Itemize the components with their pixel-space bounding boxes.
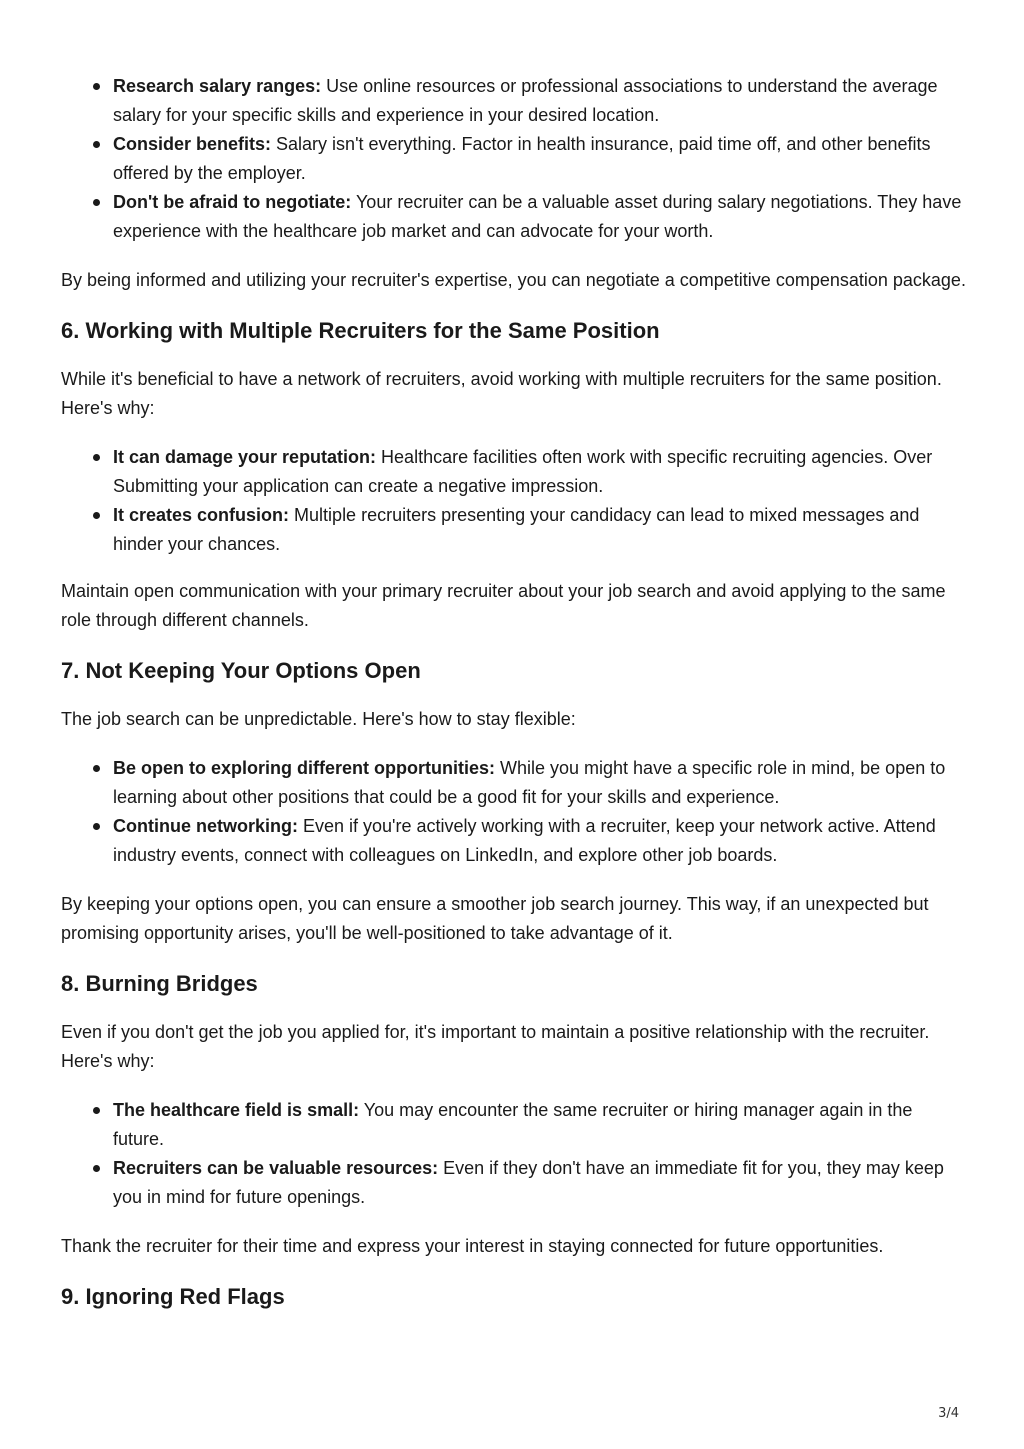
list-item-text: Even if they don't have an immediate fit for you, they may keep you in mind for future openings. [113, 1158, 944, 1207]
list-item-text: Multiple recruiters presenting your candidacy can lead to mixed messages and hinder your chances. [113, 505, 920, 554]
section-7-close: By keeping your options open, you can ensure a smoother job search journey. This way, if an unexpected but promising opportunity arises, you'll be well-positioned to take advantage of it. [61, 894, 929, 943]
list-item [113, 443, 966, 501]
bullet-icon [93, 199, 100, 206]
bullet-icon [93, 765, 100, 772]
paragraph-salary-close: By being informed and utilizing your recruiter's expertise, you can negotiate a competitive compensation package. [61, 270, 966, 290]
section-7-list [61, 754, 966, 870]
bullet-icon [93, 823, 100, 830]
salary-tips-list [61, 72, 966, 246]
list-item-lead: The healthcare field is small: [113, 1100, 360, 1120]
list-item-text: You may encounter the same recruiter or hiring manager again in the future. [113, 1100, 913, 1149]
bullet-icon [93, 83, 100, 90]
bullet-icon [93, 1165, 100, 1172]
list-item [113, 1154, 966, 1212]
section-8-intro: Even if you don't get the job you applied for, it's important to maintain a positive relationship with the recruiter. Here's why: [61, 1022, 930, 1071]
list-item-lead: Research salary ranges: [113, 76, 322, 96]
list-item [113, 812, 966, 870]
section-6-intro: While it's beneficial to have a network of recruiters, avoid working with multiple recruiters for the same position. Here's why: [61, 369, 942, 418]
list-item-text: Healthcare facilities often work with specific recruiting agencies. Over Submitting your application can create a negative impression. [113, 447, 933, 496]
bullet-icon [93, 512, 100, 519]
section-6-heading: 6. Working with Multiple Recruiters for the Same Position [61, 318, 660, 343]
bullet-icon [93, 141, 100, 148]
section-8-list [61, 1096, 966, 1212]
section-6-close: Maintain open communication with your primary recruiter about your job search and avoid applying to the same role through different channels. [61, 581, 946, 630]
list-item-lead: Continue networking: [113, 816, 298, 836]
list-item-lead: Recruiters can be valuable resources: [113, 1158, 439, 1178]
list-item [113, 188, 966, 246]
list-item [113, 754, 966, 812]
section-8-heading: 8. Burning Bridges [61, 971, 258, 996]
bullet-icon [93, 454, 100, 461]
list-item-text: Salary isn't everything. Factor in health insurance, paid time off, and other benefits offered by the employer. [113, 134, 931, 183]
list-item [113, 72, 966, 130]
list-item [113, 1096, 966, 1154]
list-item-lead: It can damage your reputation: [113, 447, 377, 467]
section-7-heading: 7. Not Keeping Your Options Open [61, 658, 421, 683]
list-item-lead: Don't be afraid to negotiate: [113, 192, 352, 212]
section-7-intro: The job search can be unpredictable. Here's how to stay flexible: [61, 709, 576, 729]
list-item-text: While you might have a specific role in mind, be open to learning about other positions that could be a good fit for your skills and experience. [113, 758, 946, 807]
section-8-close: Thank the recruiter for their time and express your interest in staying connected for future opportunities. [61, 1236, 884, 1256]
page-number: 3/4 [938, 1406, 959, 1421]
list-item-lead: Consider benefits: [113, 134, 272, 154]
list-item [113, 130, 966, 188]
section-6-list [61, 443, 966, 559]
list-item-text: Use online resources or professional associations to understand the average salary for your specific skills and experience in your desired location. [113, 76, 938, 125]
document-page [61, 72, 966, 1311]
list-item-lead: It creates confusion: [113, 505, 290, 525]
list-item-text: Your recruiter can be a valuable asset during salary negotiations. They have experience with the healthcare job market and can advocate for your worth. [113, 192, 962, 241]
list-item [113, 501, 966, 559]
section-9-heading: 9. Ignoring Red Flags [61, 1284, 285, 1309]
bullet-icon [93, 1107, 100, 1114]
list-item-text: Even if you're actively working with a recruiter, keep your network active. Attend industry events, connect with colleagues on LinkedIn, and explore other job boards. [113, 816, 936, 865]
list-item-lead: Be open to exploring different opportunities: [113, 758, 495, 778]
